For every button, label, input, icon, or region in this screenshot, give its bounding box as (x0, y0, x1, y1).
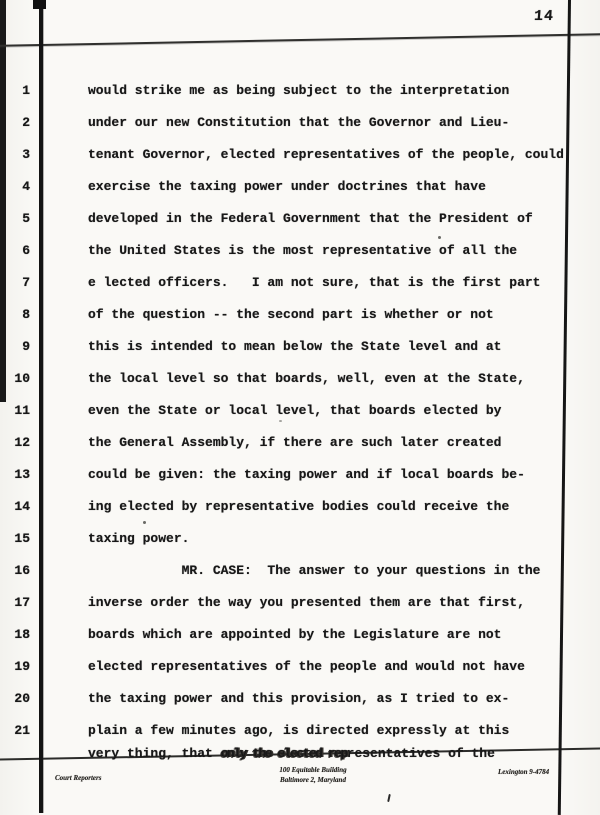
line-number: 17 (14, 595, 30, 610)
transcript-row (0, 139, 600, 171)
ink-speck (387, 794, 391, 802)
line-number: 7 (22, 275, 30, 290)
line-number: 2 (22, 115, 30, 130)
top-horizontal-rule (0, 33, 600, 47)
line-text: even the State or local level, that boards elected by (88, 403, 502, 418)
line-text: ing elected by representative bodies could receive the (88, 499, 510, 514)
transcript-row (0, 715, 600, 747)
transcript-row (0, 587, 600, 619)
line-text: exercise the taxing power under doctrines that have (88, 179, 486, 194)
transcript-row (0, 683, 600, 715)
line-text: this is intended to mean below the State level and at (88, 339, 502, 354)
line-number: 1 (22, 83, 30, 98)
line-text: the General Assembly, if there are such later created (88, 435, 502, 450)
transcript-row (0, 171, 600, 203)
transcript-row (0, 523, 600, 555)
line-text: boards which are appointed by the Legislature are not (88, 627, 502, 642)
line-text: the taxing power and this provision, as I tried to ex- (88, 691, 510, 706)
line-text: e lected officers. I am not sure, that is the first part (88, 275, 541, 290)
transcript-row (0, 203, 600, 235)
line-text: would strike me as being subject to the interpretation (88, 83, 510, 98)
line-text: developed in the Federal Government that the President of (88, 211, 533, 226)
line-text: elected representatives of the people and would not have (88, 659, 525, 674)
line-text: plain a few minutes ago, is directed expressly at this (88, 723, 510, 738)
line-number: 10 (14, 371, 30, 386)
line-number: 14 (14, 499, 30, 514)
line-number: 19 (14, 659, 30, 674)
transcript-lines (0, 75, 600, 747)
transcript-row (0, 427, 600, 459)
line-text: inverse order the way you presented them are that first, (88, 595, 525, 610)
footer-court-reporters: Court Reporters (55, 774, 102, 782)
footer-address (268, 765, 358, 785)
line-text: the local level so that boards, well, even at the State, (88, 371, 525, 386)
line-number: 16 (14, 563, 30, 578)
line-number: 3 (22, 147, 30, 162)
line-number: 8 (22, 307, 30, 322)
transcript-row (0, 267, 600, 299)
line-text: tenant Governor, elected representatives of the people, could (88, 147, 564, 162)
transcript-row (0, 331, 600, 363)
line-number: 5 (22, 211, 30, 226)
transcript-row (0, 651, 600, 683)
line-number: 21 (14, 723, 30, 738)
line-number: 18 (14, 627, 30, 642)
overflow-suffix: resentatives of the (346, 746, 495, 761)
transcript-row (0, 107, 600, 139)
line-text: taxing power. (88, 531, 190, 546)
ink-blob (33, 0, 46, 9)
transcript-row (0, 619, 600, 651)
overflow-line (88, 746, 495, 761)
transcript-row (0, 395, 600, 427)
page-number: 14 (533, 8, 555, 25)
footer-phone: Lexington 9-4784 (498, 768, 550, 776)
line-number: 6 (22, 243, 30, 258)
line-number: 13 (14, 467, 30, 482)
overflow-prefix: very thing, that (88, 746, 221, 761)
overflow-smudged-text: only the elected rep (220, 746, 347, 761)
line-number: 15 (14, 531, 30, 546)
transcript-row (0, 75, 600, 107)
line-text: MR. CASE: The answer to your questions in the (88, 563, 541, 578)
line-text: of the question -- the second part is whether or not (88, 307, 494, 322)
line-text: under our new Constitution that the Governor and Lieu- (88, 115, 510, 130)
transcript-row (0, 363, 600, 395)
transcript-row (0, 491, 600, 523)
line-text: could be given: the taxing power and if local boards be- (88, 467, 525, 482)
transcript-row (0, 299, 600, 331)
line-number: 11 (14, 403, 30, 418)
line-number: 4 (22, 179, 30, 194)
footer-address-line2: Baltimore 2, Maryland (280, 776, 346, 784)
transcript-row (0, 555, 600, 587)
line-number: 12 (14, 435, 30, 450)
line-number: 9 (22, 339, 30, 354)
footer-address-line1: 100 Equitable Building (279, 766, 347, 774)
line-text: the United States is the most representative of all the (88, 243, 518, 258)
transcript-row (0, 459, 600, 491)
line-number: 20 (14, 691, 30, 706)
transcript-row (0, 235, 600, 267)
